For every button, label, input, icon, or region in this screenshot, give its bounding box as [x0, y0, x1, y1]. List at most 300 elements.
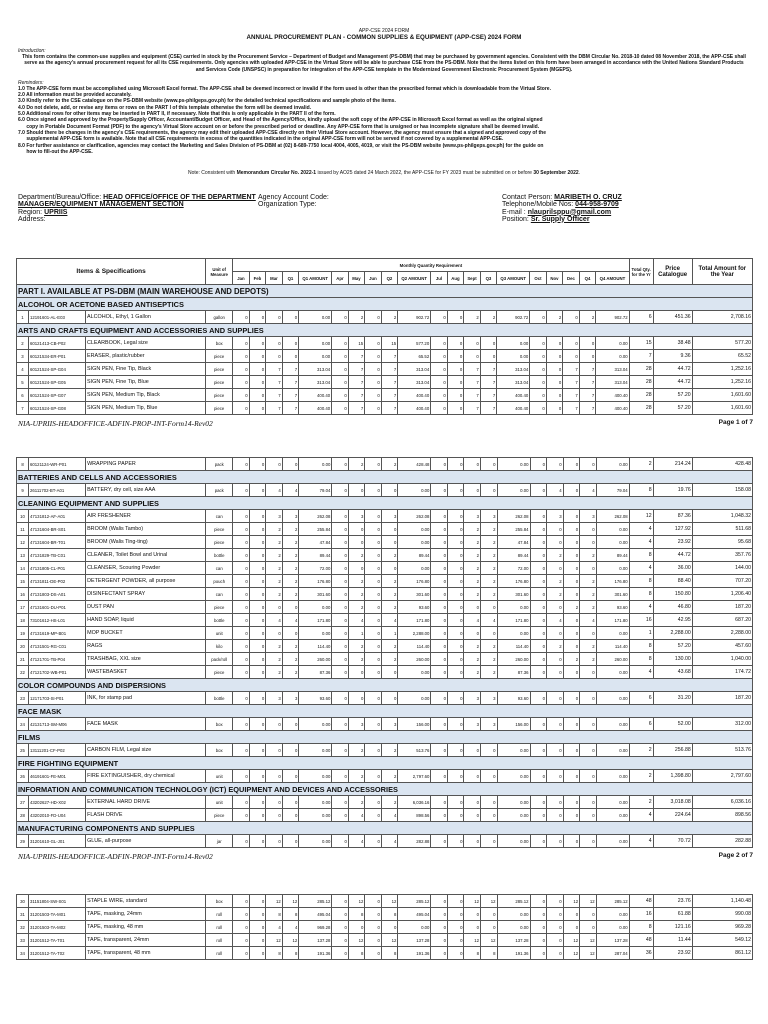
table-cell: 0	[249, 337, 266, 350]
table-cell: 7	[579, 402, 596, 415]
table-cell: 0	[530, 947, 547, 960]
org-type-label: Organization Type:	[258, 201, 317, 209]
table-cell: 0	[530, 895, 547, 908]
table-cell: 0	[530, 835, 547, 848]
table-cell: 87.36	[299, 666, 332, 679]
table-cell: 2	[266, 640, 283, 653]
table-cell: 36	[629, 947, 653, 960]
table-cell: 57.20	[653, 389, 692, 402]
table-cell: 0	[332, 536, 349, 549]
table-cell: 7	[282, 389, 299, 402]
reminder-item: 3.0 Kindly refer to the CSE catalogue on the PS-DBM website (www.ps-philgeps.gov.ph) for the detailed technical specifications and sample photo of the items.	[18, 98, 396, 105]
table-row	[17, 484, 753, 497]
table-cell: 428.48	[398, 458, 431, 471]
table-cell: 0.00	[596, 692, 629, 705]
table-cell: 0	[464, 796, 481, 809]
table-cell: 47131601-DU-P01	[29, 601, 86, 614]
table-cell: 2	[348, 588, 365, 601]
month-header: Q2 AMOUNT	[398, 272, 431, 285]
table-cell: 47131811-DE-P02	[29, 575, 86, 588]
table-cell: 0.00	[596, 523, 629, 536]
table-cell: 8	[629, 549, 653, 562]
table-cell: 0	[546, 376, 563, 389]
table-cell: 0	[530, 389, 547, 402]
table-cell: 5	[17, 376, 29, 389]
table-cell: 285.12	[497, 895, 530, 908]
table-cell: 0	[249, 921, 266, 934]
table-cell: 25	[17, 744, 29, 757]
table-cell: 0	[481, 458, 498, 471]
table-cell: 43202010-FD-U04	[29, 809, 86, 822]
table-cell: 0	[447, 484, 464, 497]
table-cell: piece	[206, 350, 233, 363]
table-cell: 47131829-TB-C01	[29, 549, 86, 562]
table-cell: 4	[580, 484, 597, 497]
table-cell: 0	[233, 376, 250, 389]
table-cell: 12	[348, 934, 365, 947]
table-cell: 0	[447, 921, 464, 934]
table-cell: 0	[249, 653, 266, 666]
table-cell: 3	[547, 510, 564, 523]
table-cell: 262.08	[497, 510, 530, 523]
table-cell: 73101612-HS-L01	[29, 614, 86, 627]
table-cell: 2	[381, 796, 398, 809]
table-cell: 7	[464, 402, 481, 415]
table-cell: 79.04	[596, 484, 629, 497]
table-cell: 7	[266, 389, 283, 402]
procurement-table-page-3	[16, 894, 753, 960]
table-cell: 23.76	[653, 895, 692, 908]
table-cell: 0	[580, 627, 597, 640]
table-cell: 130.00	[653, 653, 692, 666]
table-cell: 0	[332, 402, 349, 415]
table-cell: 0	[530, 666, 547, 679]
table-cell: INK, for stamp pad	[86, 692, 206, 705]
table-cell: 0	[365, 588, 382, 601]
table-cell: 0	[249, 718, 266, 731]
table-cell: 29	[17, 835, 29, 848]
table-cell: 0	[563, 666, 580, 679]
table-cell: 0	[332, 796, 349, 809]
table-cell: 0	[332, 744, 349, 757]
table-cell: 47131604-BR-T01	[29, 536, 86, 549]
table-cell: piece	[206, 601, 233, 614]
table-cell: 0	[233, 536, 250, 549]
table-cell: 57.20	[653, 402, 692, 415]
table-cell: 577.20	[398, 337, 431, 350]
table-cell: 0	[365, 601, 382, 614]
table-cell: 3	[464, 718, 481, 731]
table-cell: 0	[233, 458, 250, 471]
table-cell: 0.00	[497, 770, 530, 783]
reminder-item: 7.0 Should there be changes in the agency's CSE requirements, the agency may edit their uploaded APP-CSE directly on their Virtual Store account. However, the agency must ensure that a signed and approved copy of the supplemental APP-CSE form is available. Note that all CSE requirements in excess of the quantities indicated in the original APP-CSE form will not be served if not covered by a supplemental APP-CSE.	[18, 129, 546, 143]
table-cell: 0	[249, 588, 266, 601]
table-cell: 12	[563, 934, 580, 947]
table-cell: 0	[447, 744, 464, 757]
table-cell: 2,797.60	[692, 770, 752, 783]
table-cell: 11	[17, 523, 29, 536]
table-cell: 12	[580, 934, 597, 947]
table-cell: 0	[447, 376, 464, 389]
table-cell: 400.40	[596, 389, 629, 402]
table-cell: 313.04	[398, 376, 431, 389]
table-cell: 0	[332, 458, 349, 471]
table-cell: 285.12	[596, 895, 629, 908]
table-cell: 400.40	[398, 402, 431, 415]
table-cell: 0.00	[596, 458, 629, 471]
table-cell: 28	[629, 363, 653, 376]
table-cell: 0	[233, 337, 250, 350]
table-cell: 72.00	[299, 562, 332, 575]
table-cell: 0	[249, 908, 266, 921]
table-cell: 2	[17, 337, 29, 350]
table-cell: 2	[464, 653, 481, 666]
table-cell: 0.00	[398, 536, 431, 549]
table-row	[17, 835, 753, 848]
category-row-label: COLOR COMPOUNDS AND DISPERSIONS	[17, 679, 753, 692]
table-row	[17, 510, 753, 523]
table-cell: 10	[17, 510, 29, 523]
table-cell: 0	[547, 947, 564, 960]
table-cell: 47121702-WB-P01	[29, 666, 86, 679]
table-cell: 95.68	[692, 536, 752, 549]
table-cell: DETERGENT POWDER, all purpose	[86, 575, 206, 588]
table-cell: 0	[464, 458, 481, 471]
table-cell: 0	[365, 666, 382, 679]
table-cell: 0	[580, 666, 597, 679]
category-row-label: MANUFACTURING COMPONENTS AND SUPPLIES	[17, 822, 753, 835]
table-cell: 0	[233, 770, 250, 783]
table-cell: GLUE, all-purpose	[86, 835, 206, 848]
table-cell: 12	[481, 934, 498, 947]
table-cell: 0	[332, 311, 349, 324]
table-cell: 1,252.16	[692, 363, 752, 376]
table-cell: 93.60	[398, 601, 431, 614]
note-deadline: 30 September 2022	[533, 170, 579, 177]
table-cell: 400.40	[596, 402, 629, 415]
table-header-row	[17, 259, 753, 272]
table-cell: 3	[266, 692, 283, 705]
table-cell: 0	[547, 796, 564, 809]
table-row	[17, 796, 753, 809]
table-cell: 0	[365, 653, 382, 666]
table-cell: 4	[348, 809, 365, 822]
category-row-label: FIRE FIGHTING EQUIPMENT	[17, 757, 753, 770]
table-cell: 0	[348, 921, 365, 934]
table-cell: 0	[447, 575, 464, 588]
table-cell: 0	[431, 895, 448, 908]
table-cell: 4	[629, 523, 653, 536]
table-cell: 4	[481, 614, 498, 627]
table-cell: 0	[530, 337, 547, 350]
table-cell: 0	[464, 484, 481, 497]
table-cell: 48	[629, 934, 653, 947]
table-cell: 0	[447, 389, 464, 402]
table-cell: 4	[348, 835, 365, 848]
table-cell: 28	[629, 402, 653, 415]
table-cell: 0.00	[497, 921, 530, 934]
table-cell: 0	[233, 895, 250, 908]
category-row-label: FACE MASK	[17, 705, 753, 718]
table-cell: 1,048.32	[692, 510, 752, 523]
table-cell: 0	[233, 523, 250, 536]
table-row	[17, 337, 753, 350]
table-cell: 0	[431, 458, 448, 471]
table-cell: 65.52	[692, 350, 752, 363]
table-cell: piece	[206, 809, 233, 822]
table-cell: 707.20	[692, 575, 752, 588]
table-cell: 990.08	[692, 908, 752, 921]
table-cell: 0.00	[398, 523, 431, 536]
table-cell: 0	[282, 458, 299, 471]
category-row-label: ARTS AND CRAFTS EQUIPMENT AND ACCESSORIES AND SUPPLIES	[17, 324, 753, 337]
table-cell: 0	[547, 536, 564, 549]
table-cell: pack/roll	[206, 653, 233, 666]
table-cell: 0	[563, 536, 580, 549]
table-cell: 2	[481, 549, 498, 562]
table-cell: 0.00	[596, 796, 629, 809]
table-cell: 0	[233, 653, 250, 666]
reminder-item: 5.0 Additional rows for other items may be inserted in PART II, if necessary. Note that this is only applicable in the PART II of the form.	[18, 111, 336, 118]
table-cell: 0	[282, 627, 299, 640]
table-cell: 144.00	[692, 562, 752, 575]
table-cell: 0	[580, 770, 597, 783]
table-cell: 0	[266, 627, 283, 640]
table-cell: 2	[580, 588, 597, 601]
table-cell: 4	[629, 835, 653, 848]
table-cell: 0	[348, 666, 365, 679]
table-cell: 0	[365, 389, 382, 402]
table-cell: 8	[629, 921, 653, 934]
table-cell: DUST PAN	[86, 601, 206, 614]
table-cell: 0	[249, 311, 266, 324]
table-cell: 7	[464, 376, 481, 389]
table-cell: 2	[282, 536, 299, 549]
table-cell: 511.68	[692, 523, 752, 536]
reminder-item: 1.0 The APP-CSE form must be accomplished using Microsoft Excel format. The APP-CSE shall be deemed incorrect or invalid if the form used is other than the prescribed format which is downloadable from the Virtual Store.	[18, 85, 551, 92]
table-cell: FIRE EXTINGUISHER, dry chemical	[86, 770, 206, 783]
table-cell: 0	[332, 523, 349, 536]
table-cell: 156.00	[497, 718, 530, 731]
table-cell: 0	[447, 588, 464, 601]
table-cell: 8	[348, 947, 365, 960]
month-header: Mar	[266, 272, 283, 285]
month-header: Q3	[480, 272, 497, 285]
table-cell: bottle	[206, 614, 233, 627]
table-cell: 44.72	[653, 549, 692, 562]
table-cell: 457.60	[692, 640, 752, 653]
table-cell: 42.95	[653, 614, 692, 627]
table-cell: 6	[17, 389, 29, 402]
category-row	[17, 324, 753, 337]
table-cell: 3	[348, 510, 365, 523]
table-cell: 0.00	[596, 562, 629, 575]
reminders-list	[18, 86, 746, 155]
table-cell: 2	[282, 523, 299, 536]
table-cell: pack	[206, 484, 233, 497]
table-cell: 87.36	[497, 666, 530, 679]
table-cell: 2	[348, 770, 365, 783]
table-cell: 7	[464, 363, 481, 376]
table-cell: 0	[233, 908, 250, 921]
table-cell: 0	[332, 549, 349, 562]
table-cell: 27	[17, 796, 29, 809]
table-cell: 0	[563, 718, 580, 731]
tel-value: 044-958-9709	[575, 201, 619, 209]
table-cell: 13	[17, 549, 29, 562]
table-cell: 47131501-RG-C01	[29, 640, 86, 653]
table-cell: MOP BUCKET	[86, 627, 206, 640]
table-cell: 0.00	[596, 908, 629, 921]
table-cell: TAPE, masking, 48 mm	[86, 921, 206, 934]
table-cell: 0	[530, 627, 547, 640]
table-cell: 34	[17, 947, 29, 960]
table-cell: 114.40	[596, 640, 629, 653]
total-qty-header: Total Qty. for the Yr	[629, 259, 653, 285]
table-cell: 87.36	[653, 510, 692, 523]
table-cell: 2	[282, 549, 299, 562]
table-cell: 0	[530, 718, 547, 731]
table-cell: roll	[206, 947, 233, 960]
table-cell: AIR FRESHENER	[86, 510, 206, 523]
table-cell: 0	[563, 588, 580, 601]
table-cell: 313.04	[596, 363, 629, 376]
table-cell: 7	[17, 402, 29, 415]
table-cell: 0	[580, 921, 597, 934]
table-cell: CLEANER, Toilet Bowl and Urinal	[86, 549, 206, 562]
table-cell: 428.48	[692, 458, 752, 471]
table-cell: 0.00	[497, 601, 530, 614]
table-cell: 0	[249, 484, 266, 497]
table-cell: 262.08	[299, 510, 332, 523]
table-cell: 357.76	[692, 549, 752, 562]
table-cell: 0	[447, 653, 464, 666]
table-cell: SIGN PEN, Medium Tip, Black	[86, 389, 206, 402]
table-cell: 400.40	[497, 402, 530, 415]
table-cell: 6,036.16	[692, 796, 752, 809]
table-cell: 0.00	[497, 796, 530, 809]
table-cell: 0	[249, 614, 266, 627]
table-cell: 0	[580, 458, 597, 471]
table-cell: 0	[282, 744, 299, 757]
category-row	[17, 679, 753, 692]
table-cell: 0	[464, 921, 481, 934]
table-cell: 0	[233, 947, 250, 960]
table-cell: 2	[464, 536, 481, 549]
table-cell: 0	[563, 562, 580, 575]
month-header: Q2	[381, 272, 398, 285]
table-cell: 0.00	[497, 458, 530, 471]
price-header: Price Catalogue	[653, 259, 692, 285]
table-cell: piece	[206, 523, 233, 536]
table-cell: 0	[447, 796, 464, 809]
table-cell: 0	[546, 350, 563, 363]
table-cell: 60121534-ER-P01	[29, 350, 86, 363]
table-cell: 4	[547, 484, 564, 497]
table-cell: 2	[348, 601, 365, 614]
table-cell: 4	[629, 601, 653, 614]
table-cell: 93.60	[299, 692, 332, 705]
table-cell: 0	[233, 484, 250, 497]
table-cell: 902.72	[398, 311, 431, 324]
table-cell: 0.00	[299, 835, 332, 848]
table-cell: 0	[233, 835, 250, 848]
table-cell: 495.04	[398, 908, 431, 921]
table-cell: 2	[481, 588, 498, 601]
table-cell: 8	[17, 458, 29, 471]
table-cell: 0	[481, 921, 498, 934]
table-cell: 0	[233, 562, 250, 575]
dept-label: Department/Bureau/Office:	[18, 194, 102, 202]
table-cell: 0	[447, 337, 464, 350]
table-cell: 16	[629, 908, 653, 921]
table-cell: 60121413-CB-P02	[29, 337, 86, 350]
table-cell: 0	[547, 770, 564, 783]
table-cell: 60121524-SP-G07	[29, 389, 86, 402]
table-cell: 0	[563, 337, 580, 350]
table-cell: 0	[233, 510, 250, 523]
table-cell: 2	[547, 575, 564, 588]
table-cell: 2	[282, 640, 299, 653]
table-cell: 60121124-WR-P01	[29, 458, 86, 471]
table-cell: 89.44	[398, 549, 431, 562]
table-cell: 0	[431, 744, 448, 757]
table-cell: 47.84	[299, 536, 332, 549]
table-cell: 0	[530, 376, 547, 389]
table-cell: 0	[365, 895, 382, 908]
table-cell: 2	[348, 549, 365, 562]
table-cell: 0	[233, 311, 250, 324]
table-cell: 0	[547, 835, 564, 848]
table-cell: 2,288.00	[398, 627, 431, 640]
table-cell: 171.80	[596, 614, 629, 627]
table-cell: 0	[447, 614, 464, 627]
table-cell: 2	[481, 575, 498, 588]
table-cell: 0	[580, 744, 597, 757]
table-cell: 7	[282, 376, 299, 389]
table-cell: 47121701-TB-P04	[29, 653, 86, 666]
table-cell: unit	[206, 627, 233, 640]
table-cell: 0.00	[299, 796, 332, 809]
table-cell: 902.72	[596, 311, 629, 324]
table-cell: 44.72	[653, 376, 692, 389]
table-cell: 313.04	[497, 363, 530, 376]
table-cell: 4	[381, 835, 398, 848]
table-cell: 4	[381, 614, 398, 627]
table-cell: 0	[266, 601, 283, 614]
table-cell: 114.40	[299, 640, 332, 653]
table-cell: 12	[282, 895, 299, 908]
table-cell: 8	[629, 484, 653, 497]
table-cell: 48	[629, 895, 653, 908]
table-cell: 8	[629, 588, 653, 601]
agency-info-left	[18, 194, 258, 223]
table-cell: 400.40	[497, 389, 530, 402]
table-cell: 0	[282, 601, 299, 614]
table-cell: 46191601-FE-M01	[29, 770, 86, 783]
table-cell: 89.44	[299, 549, 332, 562]
category-row	[17, 757, 753, 770]
month-header: Jan	[233, 272, 250, 285]
table-cell: 0	[249, 934, 266, 947]
table-cell: 3	[348, 718, 365, 731]
table-cell: 969.28	[299, 921, 332, 934]
table-cell: 0	[547, 458, 564, 471]
form-tag: APP-CSE 2024 FORM	[358, 28, 410, 34]
table-cell: 1,601.60	[692, 402, 752, 415]
table-cell: 0	[332, 934, 349, 947]
table-cell: 0	[447, 835, 464, 848]
